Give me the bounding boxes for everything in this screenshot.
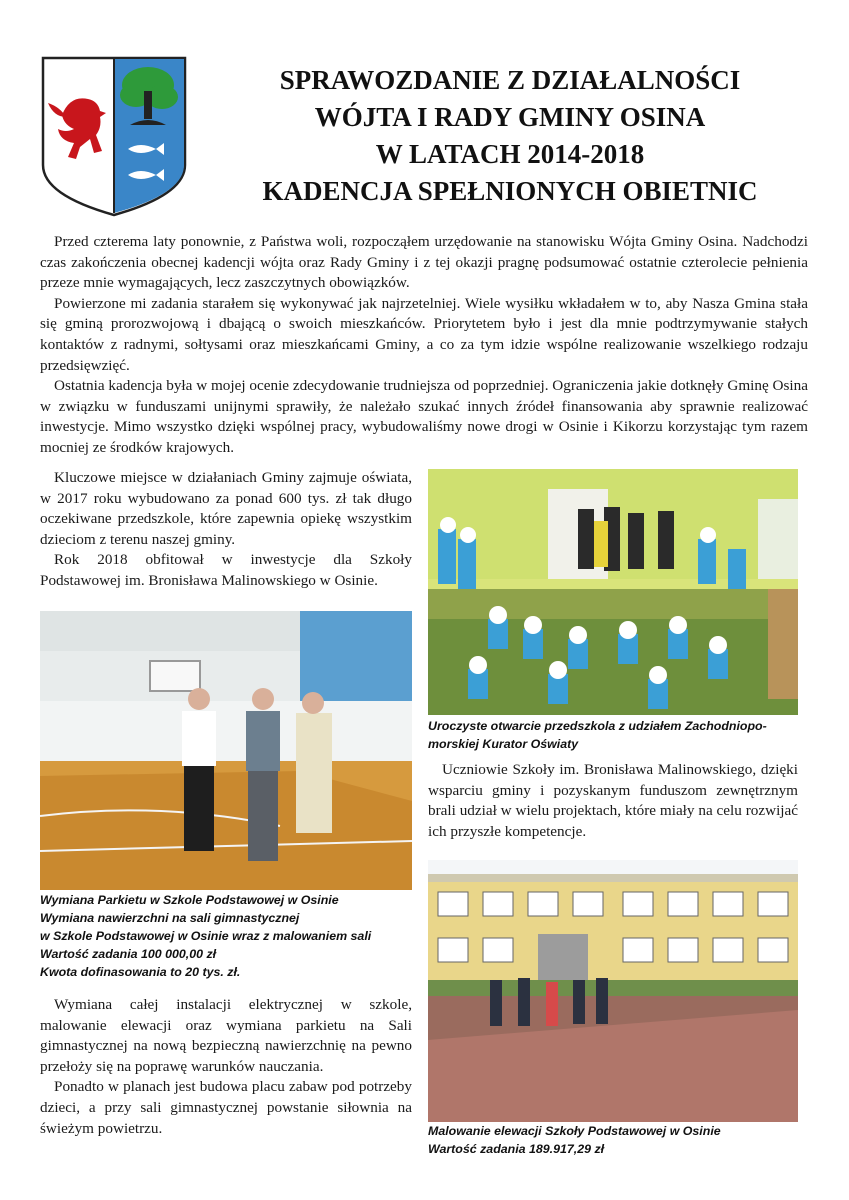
intro-text — [40, 232, 808, 459]
gym-floor-photo — [40, 611, 412, 890]
caption-line: Wartość zadania 100 000,00 zł — [40, 947, 217, 961]
school-caption — [428, 1122, 808, 1158]
kindergarten-caption — [428, 717, 808, 753]
caption-line: w Szkole Podstawowej w Osinie wraz z malowaniem sali — [40, 929, 372, 943]
gym-caption — [40, 891, 420, 981]
title-line: SPRAWOZDANIE Z DZIAŁALNOŚCI — [279, 65, 741, 95]
caption-line: Malowanie elewacji Szkoły Podstawowej w Osinie — [428, 1124, 721, 1138]
paragraph: Rok 2018 obfitował w inwestycje dla Szkoły Podstawowej im. Bronisława Malinowskiego w Osinie. — [40, 551, 412, 589]
paragraph: Wymiana całej instalacji elektrycznej w szkole, malowanie elewacji oraz wymiana parkietu na Sali gimnastycznej na nową bezpieczną nawierzchnię na pewno przełoży się na poprawę warunków nauczania. — [40, 996, 412, 1075]
paragraph: Powierzone mi zadania starałem się wykonywać jak najrzetelniej. Wiele wysiłku wkładałem w to, aby Nasza Gmina stała się gminą prorozwojową i dbającą o swoich mieszkańców. Priorytetem było i jest dla mnie podtrzymywanie stałych kontaktów z radnymi, sołtysami oraz mieszkańcami Gminy, a co za tym idzie wspólne realizowanie wszelkiego rodzaju przedsięwzięć. — [40, 294, 808, 374]
school-facade-photo — [428, 860, 798, 1122]
caption-line: Wymiana Parkietu w Szkole Podstawowej w Osinie — [40, 893, 339, 907]
caption-line: Kwota dofinasowania to 20 tys. zł. — [40, 965, 241, 979]
caption-line: Uroczyste otwarcie przedszkola z udziałem Zachodniopo- — [428, 719, 767, 733]
title-line: W LATACH 2014-2018 — [375, 139, 645, 169]
education-text — [40, 468, 412, 592]
renovation-text — [40, 995, 412, 1139]
paragraph: Ostatnia kadencja była w mojej ocenie zdecydowanie trudniejsza od poprzedniej. Ograniczenia jakie dotknęły Gminę Osina w związku w funduszami unijnymi sprawiły, że należało szukać innych źródeł finansowania aby sprawnie realizować inwestycje. Mimo wszystko dzięki wspólnej pracy, wybudowaliśmy nowe drogi w Osinie i Kikorzu korzystając tym razem mocniej ze środków krajowych. — [40, 377, 808, 456]
caption-line: Wymiana nawierzchni na sali gimnastycznej — [40, 911, 300, 925]
paragraph: Ponadto w planach jest budowa placu zabaw pod potrzeby dzieci, a przy sali gimnastycznej powstanie siłownia na świeżym powietrzu. — [40, 1078, 412, 1137]
caption-line: Wartość zadania 189.917,29 zł — [428, 1142, 605, 1156]
page-title — [220, 62, 800, 210]
coat-of-arms-icon — [40, 55, 188, 217]
students-text — [428, 760, 798, 842]
paragraph: Przed czterema laty ponownie, z Państwa woli, rozpocząłem urzędowanie na stanowisku Wójta Gminy Osina. Nadchodzi czas zakończenia obecnej kadencji wójta oraz Rady Gminy i z tej okazji pragnę podsumować ostatnie czterolecie pełnienia przeze mnie wymagających, lecz zaszczytnych obowiązków. — [40, 233, 808, 292]
title-line: KADENCJA SPEŁNIONYCH OBIETNIC — [262, 176, 758, 206]
paragraph: Uczniowie Szkoły im. Bronisława Malinowskiego, dzięki wsparciu gminy i pozyskanym funduszom zewnętrznym brali udział w wielu projektach, które miały na celu rozwijać ich przyszłe kompetencje. — [428, 761, 798, 840]
caption-line: morskiej Kurator Oświaty — [428, 737, 579, 751]
kindergarten-opening-photo — [428, 469, 798, 715]
title-line: WÓJTA I RADY GMINY OSINA — [314, 102, 706, 132]
paragraph: Kluczowe miejsce w działaniach Gminy zajmuje oświata, w 2017 roku wybudowano za ponad 600 tys. zł tak długo oczekiwane przedszkole, które zapewnia opiekę wszystkim dzieciom z terenu naszej gminy. — [40, 469, 412, 548]
